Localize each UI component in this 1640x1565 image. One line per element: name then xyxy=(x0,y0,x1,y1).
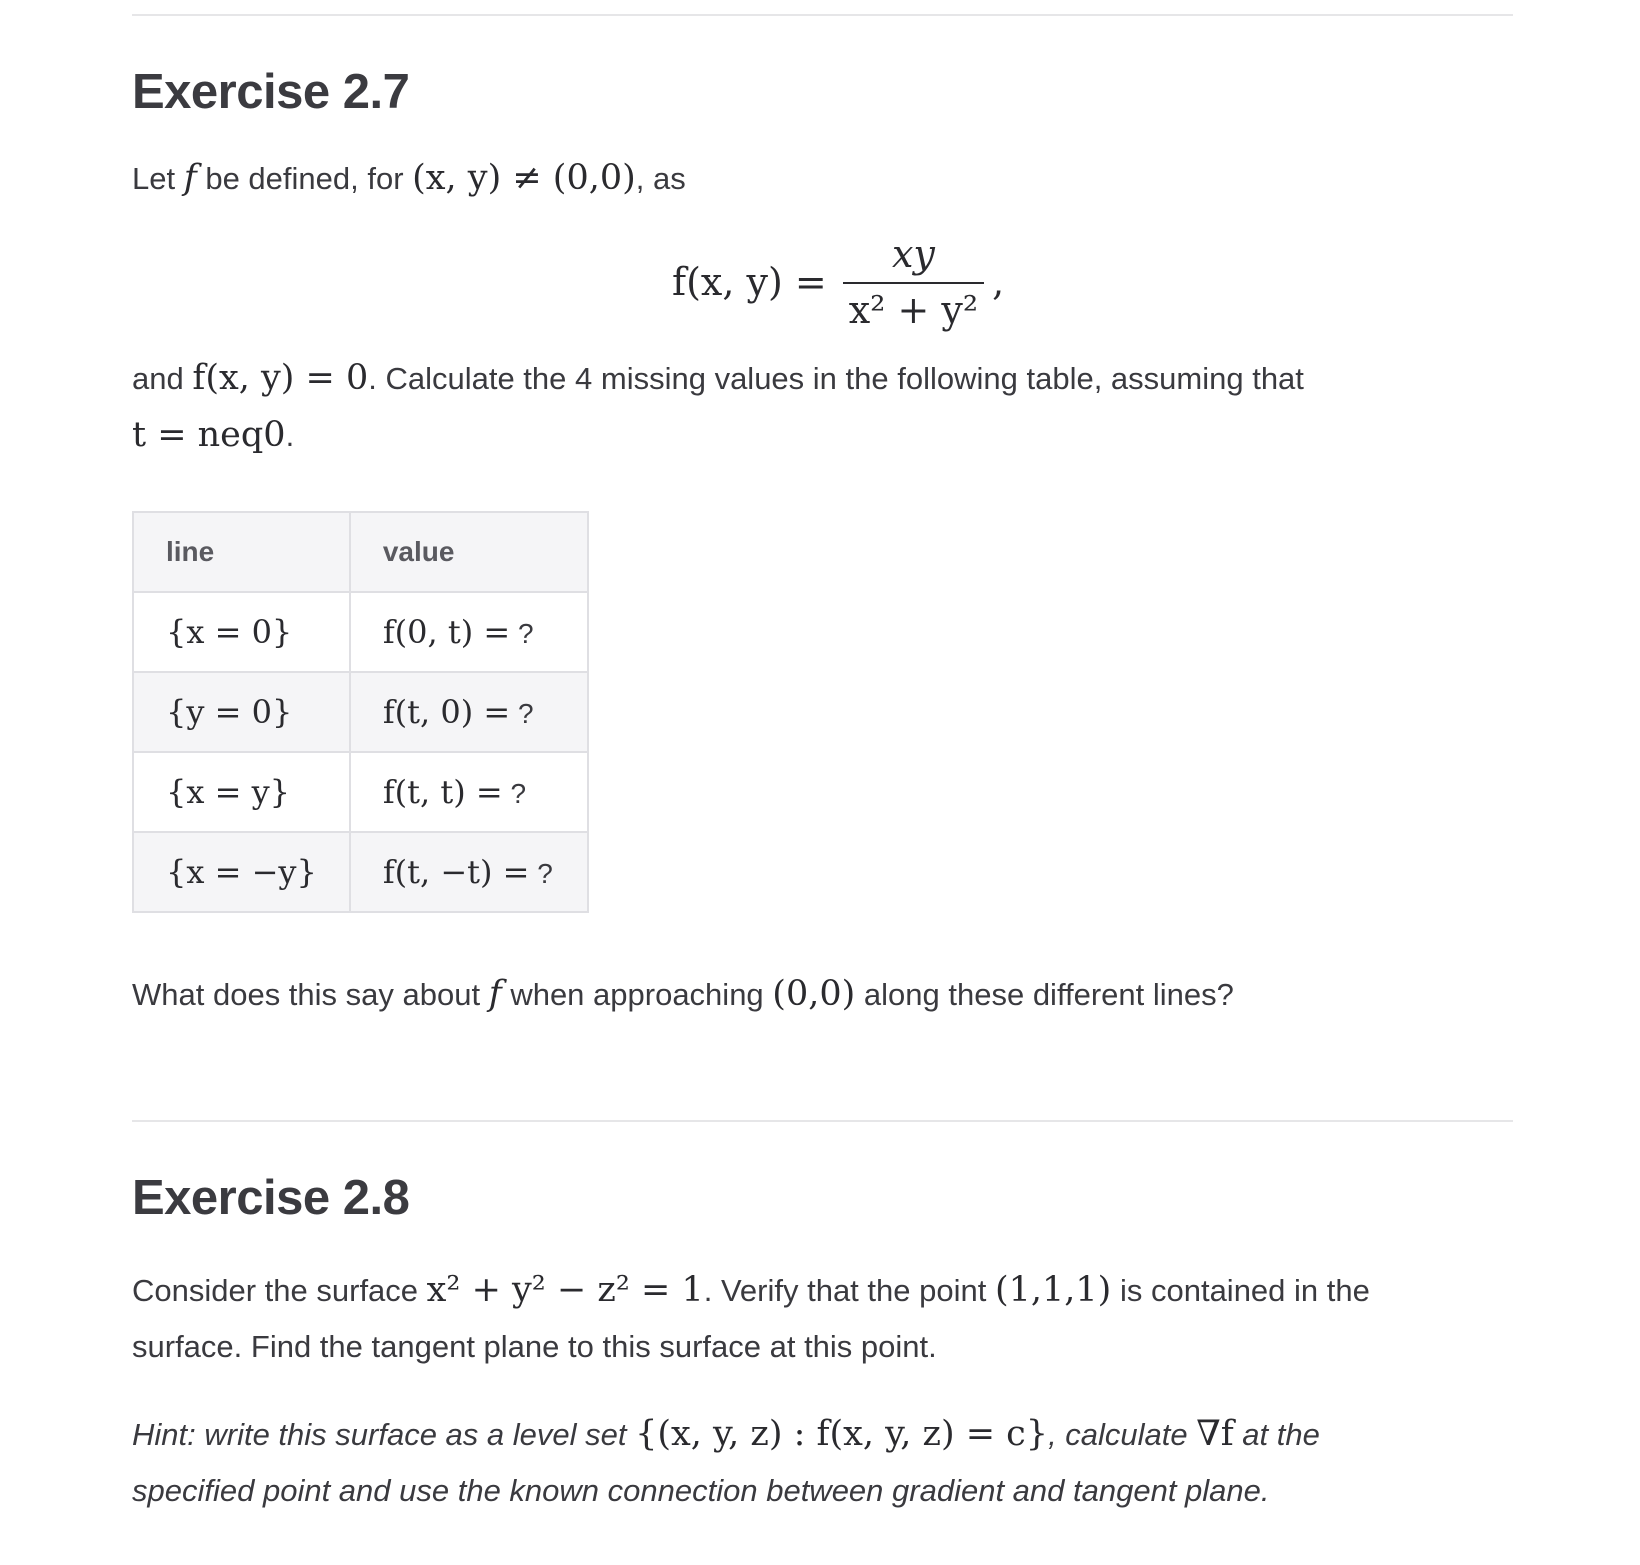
top-divider xyxy=(132,14,1513,16)
exercise-2-8-body xyxy=(132,1262,1370,1375)
table-row xyxy=(133,672,588,752)
intro-let: Let xyxy=(132,161,176,196)
exercise-2-7-title: Exercise 2.7 xyxy=(132,65,410,119)
cell-value: f(t, −t) = ? xyxy=(350,832,588,912)
cell-line: {y = 0} xyxy=(133,672,350,752)
math-f: f xyxy=(183,158,197,198)
question-pre: What does this say about xyxy=(132,977,481,1012)
hint-mid: , calculate xyxy=(1048,1417,1188,1452)
math-f-zero: f(x, y) = 0 xyxy=(192,358,369,398)
cell-value: f(t, 0) = ? xyxy=(350,672,588,752)
instr-period: . xyxy=(285,418,295,453)
question-post: along these different lines? xyxy=(863,977,1234,1012)
formula-comma: , xyxy=(992,260,1005,304)
exercise-2-8-hint xyxy=(132,1406,1320,1519)
math-level-set: {(x, y, z) : f(x, y, z) = c} xyxy=(635,1414,1049,1454)
math-t-neq: t = neq0 xyxy=(132,415,286,455)
cell-line: {x = y} xyxy=(133,752,350,832)
body-pre: Consider the surface xyxy=(132,1273,419,1308)
exercise-2-7-intro xyxy=(132,150,686,207)
hint-pre: Hint: write this surface as a level set xyxy=(132,1417,627,1452)
table-row xyxy=(133,752,588,832)
exercise-2-7-instructions xyxy=(132,350,1304,464)
header-value: value xyxy=(350,512,588,592)
cell-line: {x = 0} xyxy=(133,592,350,672)
math-gradient: ∇f xyxy=(1196,1414,1234,1454)
formula-lhs: f(x, y) = xyxy=(672,260,827,304)
cell-value: f(t, t) = ? xyxy=(350,752,588,832)
instr-rest: . Calculate the 4 missing values in the following table, assuming that xyxy=(368,361,1304,396)
table-header-row xyxy=(133,512,588,592)
cell-value: f(0, t) = ? xyxy=(350,592,588,672)
body-post: is contained in the xyxy=(1119,1273,1370,1308)
exercise-2-7-question xyxy=(132,966,1234,1023)
math-point: (1,1,1) xyxy=(994,1270,1112,1310)
math-domain-condition: (x, y) ≠ (0,0) xyxy=(412,158,636,198)
instr-and: and xyxy=(132,361,184,396)
intro-be-defined: be defined, for xyxy=(205,161,404,196)
section-divider xyxy=(132,1120,1513,1122)
math-f: f xyxy=(488,974,502,1014)
body-mid: . Verify that the point xyxy=(703,1273,987,1308)
formula-fraction xyxy=(843,232,984,332)
hint-post: at the xyxy=(1242,1417,1320,1452)
question-mid: when approaching xyxy=(510,977,764,1012)
exercise-2-8-title: Exercise 2.8 xyxy=(132,1171,410,1225)
display-formula xyxy=(672,232,1004,332)
hint-line2: specified point and use the known connection between gradient and tangent plane. xyxy=(132,1473,1270,1508)
header-line: line xyxy=(133,512,350,592)
table-row xyxy=(133,832,588,912)
intro-as: , as xyxy=(635,161,686,196)
body-line2: surface. Find the tangent plane to this surface at this point. xyxy=(132,1329,937,1364)
formula-numerator: xy xyxy=(891,232,935,276)
table-row xyxy=(133,592,588,672)
formula-denominator: x² + y² xyxy=(848,288,979,332)
math-surface-equation: x² + y² − z² = 1 xyxy=(426,1270,704,1310)
cell-line: {x = −y} xyxy=(133,832,350,912)
missing-values-table xyxy=(132,511,589,913)
math-origin: (0,0) xyxy=(772,974,856,1014)
